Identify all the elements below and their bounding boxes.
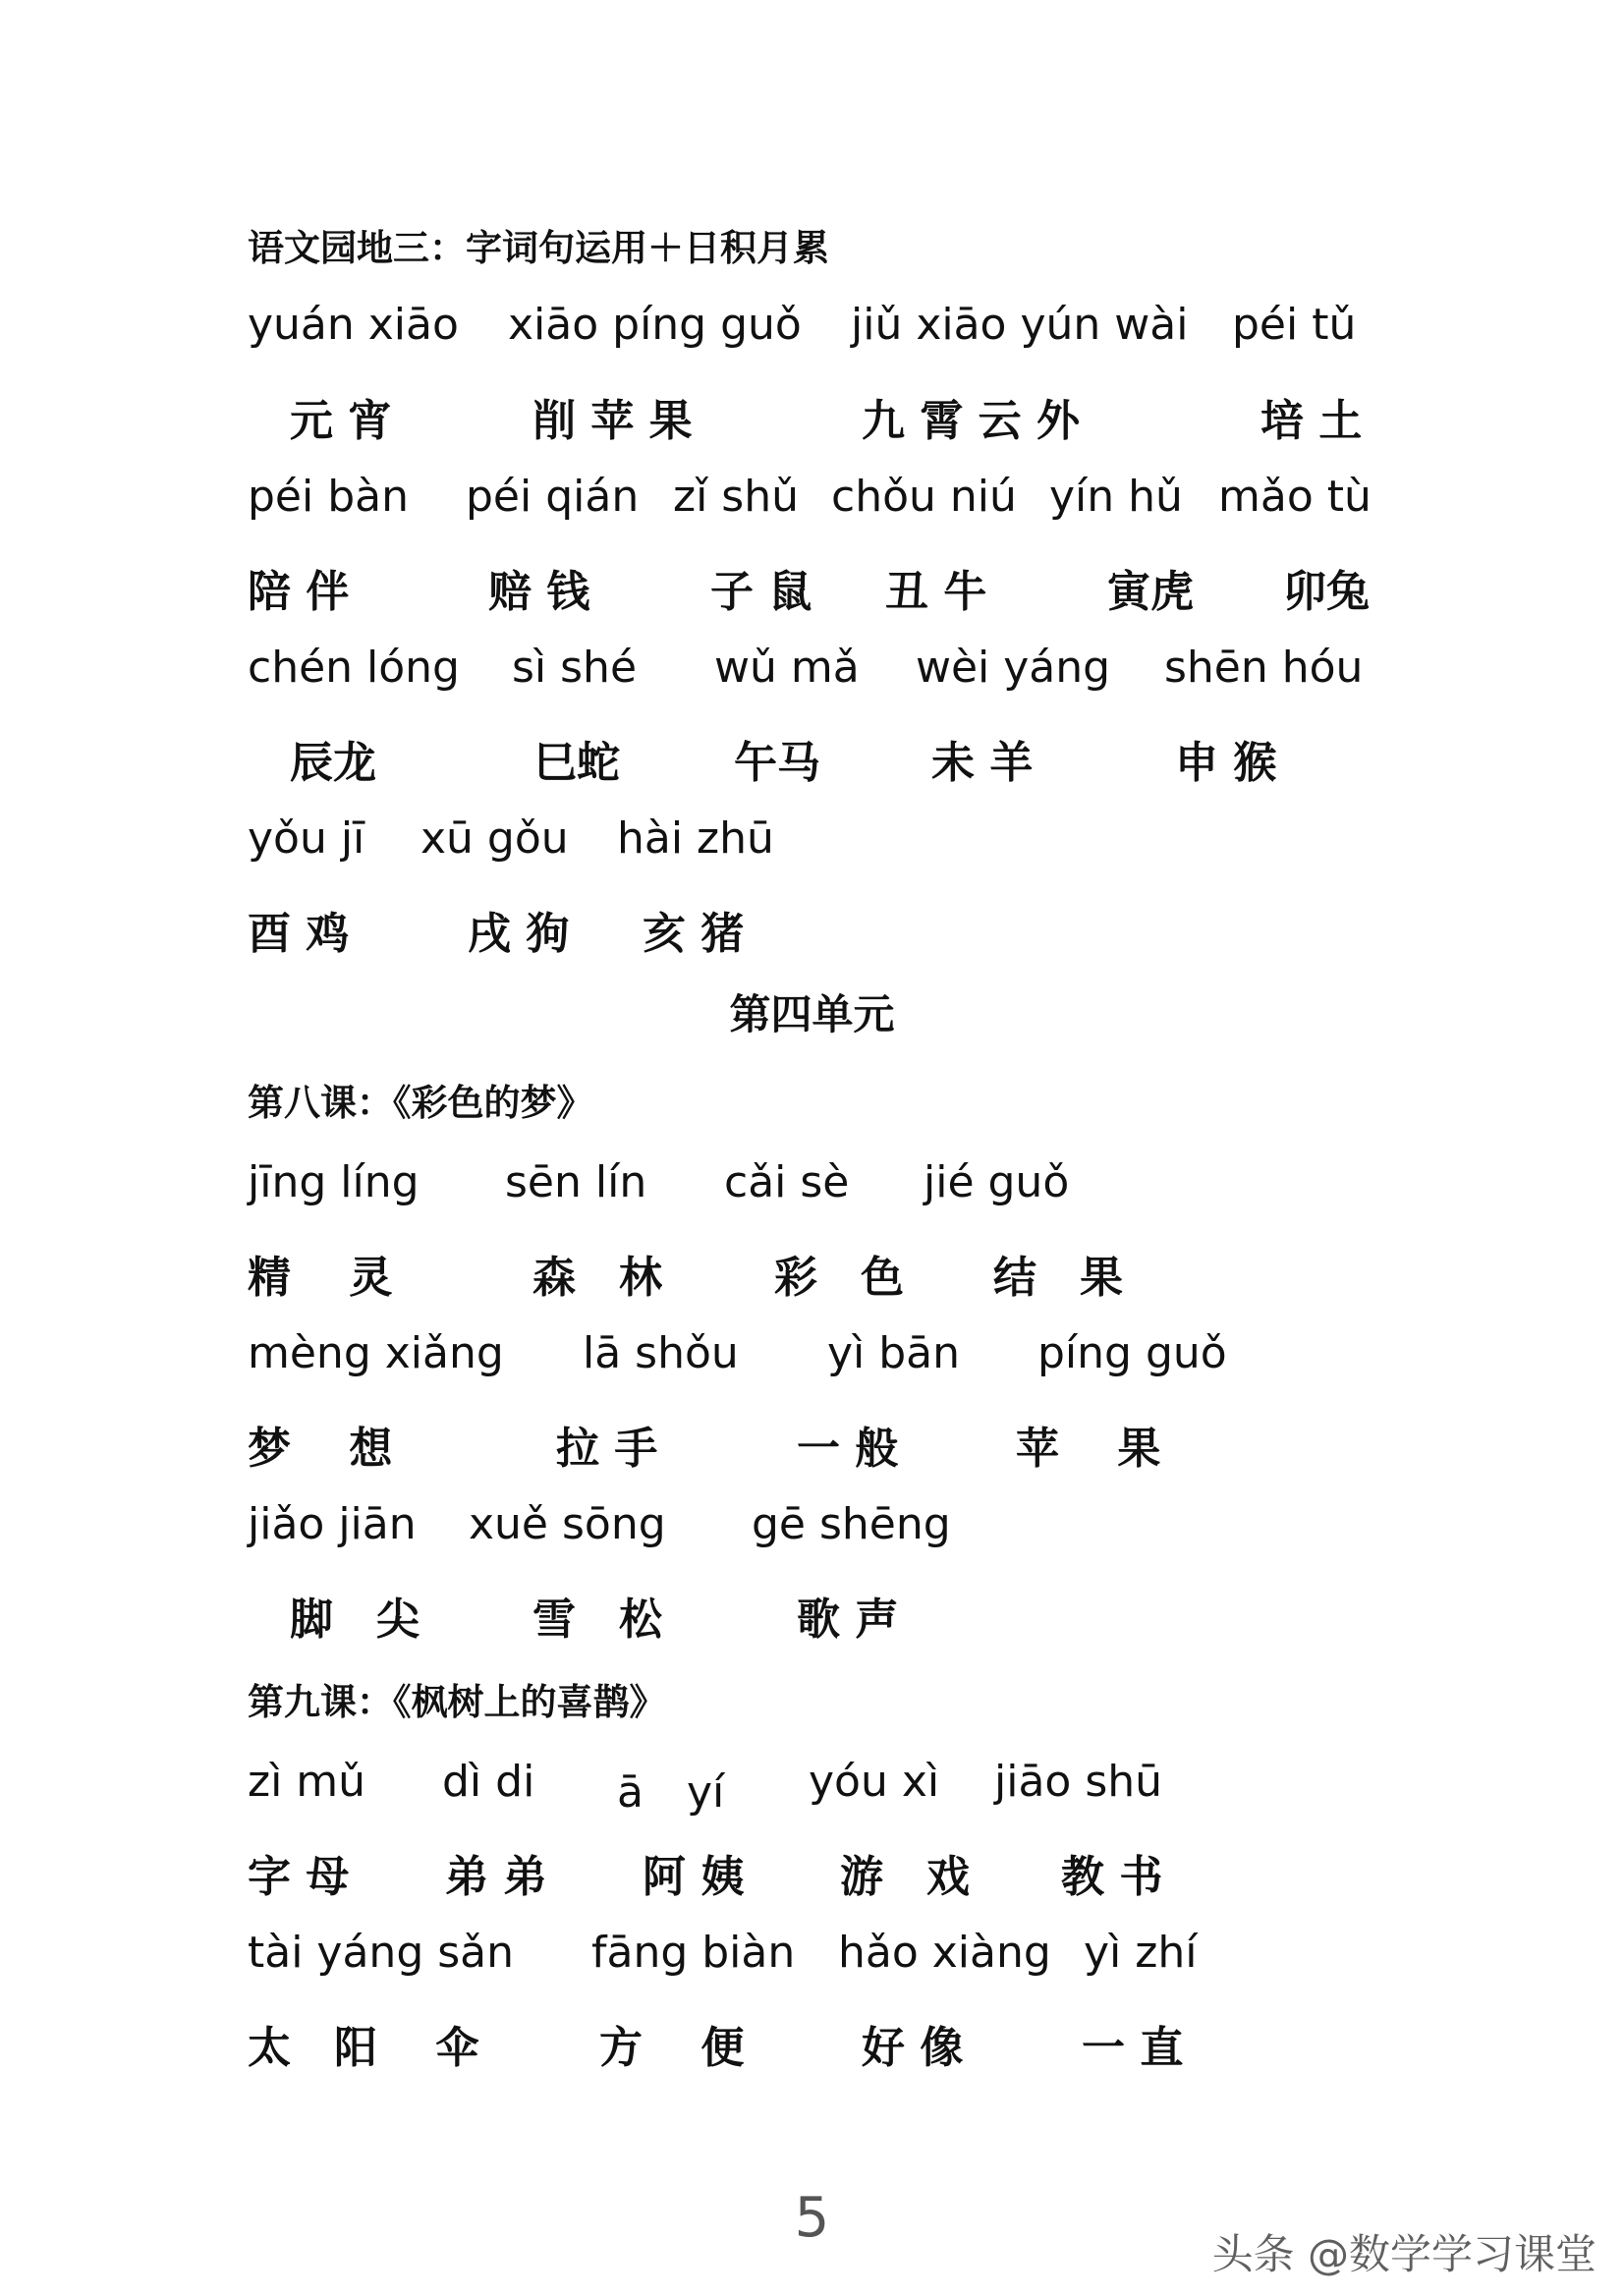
hanzi-word: 歌 声 — [797, 1595, 899, 1645]
pinyin-row — [0, 300, 1624, 361]
pinyin-row — [0, 472, 1624, 532]
pinyin-row — [0, 1757, 1624, 1818]
hanzi-word: 削 苹 果 — [532, 396, 693, 446]
pinyin-word: tài yáng sǎn — [248, 1928, 515, 1978]
pinyin-word: cǎi sè — [724, 1157, 850, 1207]
hanzi-word: 丑 牛 — [885, 567, 987, 617]
pinyin-word: chǒu niú — [831, 472, 1017, 522]
watermark: 头条 @数学学习课堂 — [1211, 2230, 1596, 2278]
pinyin-word: mǎo tù — [1218, 472, 1372, 522]
hanzi-row — [0, 385, 1624, 446]
lesson-heading-8: 第八课：《彩色的梦》 — [248, 1082, 593, 1124]
pinyin-row — [0, 1928, 1624, 1988]
hanzi-word: 梦 想 — [248, 1424, 393, 1474]
pinyin-word: yuán xiāo — [248, 300, 459, 350]
hanzi-word: 未 羊 — [931, 738, 1034, 788]
pinyin-row — [0, 813, 1624, 874]
pinyin-row — [0, 643, 1624, 703]
hanzi-word: 午马 — [734, 738, 820, 788]
hanzi-word: 好 像 — [862, 2023, 964, 2073]
section-heading-yuwen-yuandi: 语文园地三：字词句运用＋日积月累 — [248, 227, 829, 269]
hanzi-word: 酉 鸡 — [248, 909, 350, 959]
hanzi-word: 子 鼠 — [710, 567, 812, 617]
pinyin-row — [0, 1157, 1624, 1218]
pinyin-word: yín hǔ — [1049, 472, 1183, 522]
hanzi-word: 申 猴 — [1175, 738, 1277, 788]
pinyin-row — [0, 1328, 1624, 1389]
pinyin-word: zǐ shǔ — [673, 472, 800, 522]
hanzi-word: 元 宵 — [290, 396, 392, 446]
unit-title: 第四单元 — [729, 990, 895, 1038]
pinyin-word: lā shǒu — [583, 1328, 739, 1378]
pinyin-word: hài zhū — [617, 813, 774, 864]
pinyin-word: sēn lín — [505, 1157, 647, 1207]
hanzi-word: 阿 姨 — [643, 1852, 745, 1902]
pinyin-word: yǒu jī — [248, 813, 365, 864]
hanzi-word: 字 母 — [248, 1852, 350, 1902]
hanzi-word: 方 便 — [599, 2023, 745, 2073]
hanzi-row — [0, 1841, 1624, 1902]
hanzi-row — [0, 727, 1624, 788]
pinyin-word: jiǔ xiāo yún wài — [851, 300, 1189, 350]
hanzi-row — [0, 2012, 1624, 2073]
hanzi-row — [0, 1584, 1624, 1645]
hanzi-word: 拉 手 — [556, 1424, 658, 1474]
lesson-heading-9: 第九课：《枫树上的喜鹊》 — [248, 1681, 666, 1723]
pinyin-word: shēn hóu — [1164, 643, 1364, 693]
pinyin-word: xiāo píng guǒ — [508, 300, 802, 350]
pinyin-word: ā yí — [617, 1767, 725, 1818]
pinyin-word: gē shēng — [752, 1499, 951, 1549]
hanzi-word: 教 书 — [1061, 1852, 1163, 1902]
hanzi-word: 寅虎 — [1107, 567, 1194, 617]
pinyin-word: péi qián — [466, 472, 640, 522]
pinyin-word: píng guǒ — [1037, 1328, 1227, 1378]
hanzi-word: 一 般 — [797, 1424, 899, 1474]
hanzi-word: 游 戏 — [840, 1852, 970, 1902]
pinyin-word: zì mǔ — [248, 1757, 366, 1807]
hanzi-word: 赔 钱 — [488, 567, 590, 617]
hanzi-word: 亥 猪 — [643, 909, 745, 959]
pinyin-word: wèi yáng — [916, 643, 1111, 693]
hanzi-word: 森 林 — [532, 1253, 662, 1303]
pinyin-word: jiǎo jiān — [248, 1499, 417, 1549]
hanzi-word: 戌 狗 — [468, 909, 570, 959]
hanzi-word: 九 霄 云 外 — [862, 396, 1080, 446]
hanzi-row — [0, 898, 1624, 959]
hanzi-word: 雪 松 — [532, 1595, 662, 1645]
pinyin-word: mèng xiǎng — [248, 1328, 504, 1378]
pinyin-word: yì zhí — [1084, 1928, 1198, 1978]
hanzi-row — [0, 1413, 1624, 1474]
hanzi-word: 陪 伴 — [248, 567, 350, 617]
hanzi-word: 脚 尖 — [290, 1595, 420, 1645]
hanzi-word: 培 土 — [1260, 396, 1363, 446]
hanzi-word: 结 果 — [993, 1253, 1123, 1303]
hanzi-word: 一 直 — [1082, 2023, 1184, 2073]
hanzi-row — [0, 1242, 1624, 1303]
hanzi-word: 太 阳 伞 — [248, 2023, 479, 2073]
pinyin-word: jiāo shū — [994, 1757, 1163, 1807]
pinyin-word: dì di — [442, 1757, 535, 1807]
hanzi-word: 卯兔 — [1283, 567, 1370, 617]
hanzi-word: 弟 弟 — [445, 1852, 547, 1902]
pinyin-word: jīng líng — [248, 1157, 420, 1207]
hanzi-word: 精 灵 — [248, 1253, 393, 1303]
hanzi-word: 苹 果 — [1016, 1424, 1161, 1474]
pinyin-row — [0, 1499, 1624, 1560]
pinyin-word: jié guǒ — [924, 1157, 1070, 1207]
pinyin-word: péi bàn — [248, 472, 409, 522]
pinyin-word: yì bān — [827, 1328, 961, 1378]
pinyin-word: xū gǒu — [420, 813, 569, 864]
pinyin-word: fāng biàn — [591, 1928, 796, 1978]
page-number: 5 — [794, 2186, 830, 2250]
hanzi-word: 辰龙 — [290, 738, 376, 788]
pinyin-word: chén lóng — [248, 643, 460, 693]
hanzi-row — [0, 556, 1624, 617]
pinyin-word: yóu xì — [809, 1757, 940, 1807]
pinyin-word: sì shé — [512, 643, 638, 693]
pinyin-word: péi tǔ — [1232, 300, 1357, 350]
pinyin-word: wǔ mǎ — [714, 643, 860, 693]
pinyin-word: xuě sōng — [469, 1499, 666, 1549]
hanzi-word: 巳蛇 — [533, 738, 620, 788]
pinyin-word: hǎo xiàng — [838, 1928, 1051, 1978]
hanzi-word: 彩 色 — [774, 1253, 904, 1303]
